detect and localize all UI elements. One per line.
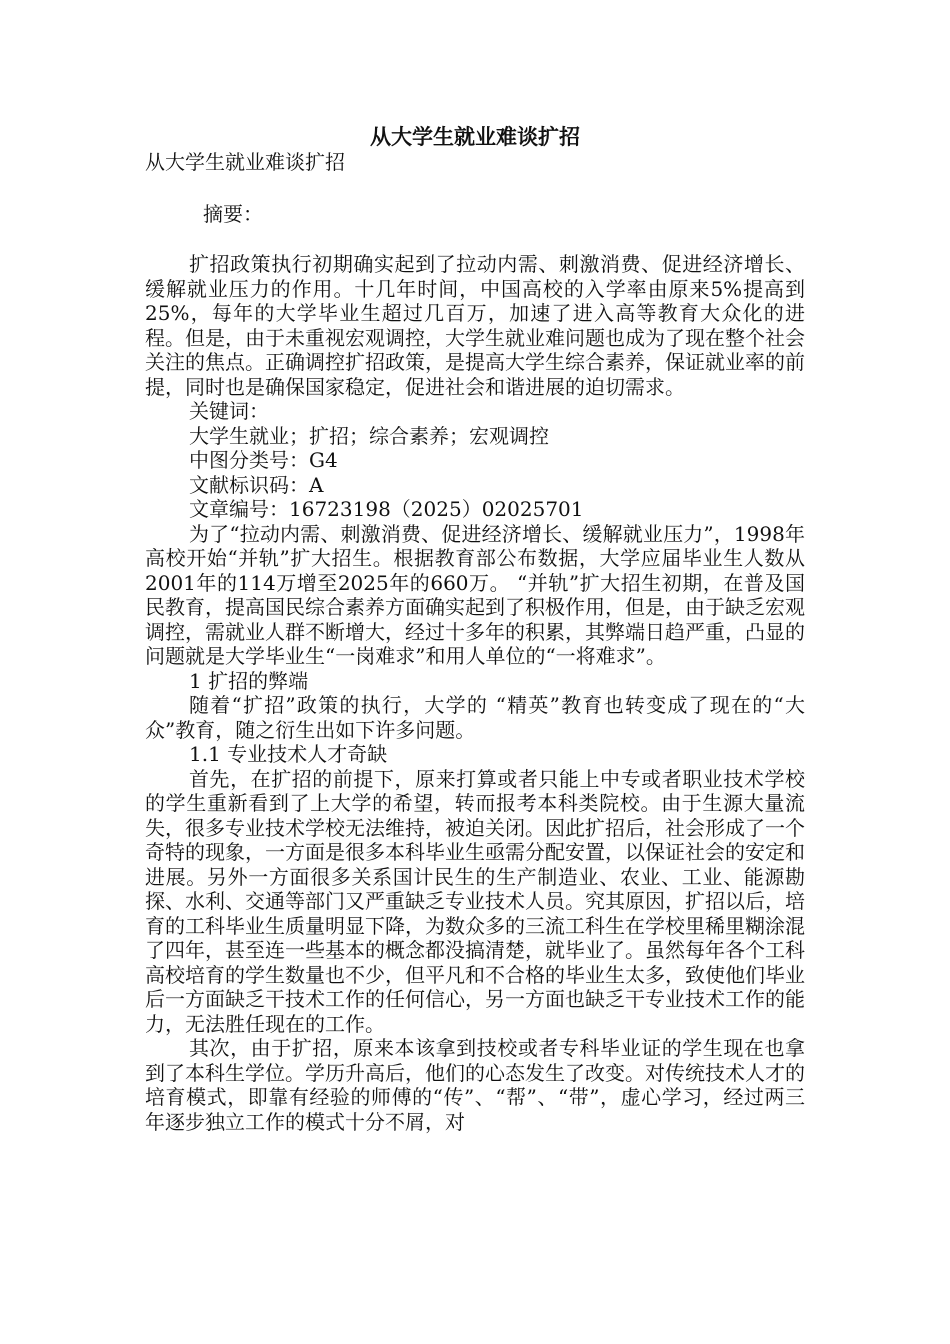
section-heading: 1 扩招的弊端 [189, 668, 309, 693]
body-paragraph-1: 首先，在扩招的前提下，原来打算或者只能上中专或者职业技术学校的学生重新看到了上大学的希望，转而报考本科类院校。由于生源大量流失，很多专业技术学校无法维持，被迫关闭。因此扩招后，社会形成了一个奇特的现象，一方面是很多本科毕业生亟需分配安置，以保证社会的安定和进展。另外一方面很多关系国计民生的生产制造业、农业、工业、能源勘探、水利、交通等部门又严重缺乏专业技术人员。究其原因，扩招以后，培育的工科毕业生质量明显下降，为数众多的三流工科生在学校里稀里糊涂混了四年，甚至连一些基本的概念都没搞清楚，就毕业了。虽然每年各个工科高校培育的学生数量也不少，但平凡和不合格的毕业生太多，致使他们毕业后一方面缺乏干技术工作的任何信心，另一方面也缺乏干专业技术工作的能力，无法胜任现在的工作。 [145, 766, 805, 1036]
classification-number: 中图分类号：G4 [189, 448, 338, 472]
keywords-text: 大学生就业；扩招；综合素养；宏观调控 [189, 423, 549, 448]
intro-paragraph: 为了“拉动内需、刺激消费、促进经济增长、缓解就业压力”，1998年高校开始“并轨”扩大招生。根据教育部公布数据，大学应届毕业生人数从2001年的114万增至2025年的660万。 “并轨”扩大招生初期，在普及国民教育，提高国民综合素养方面确实起到了积极作用，但是，由于缺乏宏观调控，需就业人群不断增大，经过十多年的积累，其弊端日趋严重，凸显的问题就是大学毕业生“一岗难求”和用人单位的“一将难求”。 [145, 521, 805, 668]
document-subtitle: 从大学生就业难谈扩招 [145, 150, 345, 174]
section-paragraph: 随着“扩招”政策的执行，大学的 “精英”教育也转变成了现在的“大众”教育，随之衍生出如下许多问题。 [145, 693, 805, 742]
document-code: 文献标识码：A [189, 472, 324, 497]
subsection-heading: 1.1 专业技术人才奇缺 [189, 742, 388, 766]
body-paragraph-2: 其次，由于扩招，原来本该拿到技校或者专科毕业证的学生现在也拿到了本科生学位。学历升高后，他们的心态发生了改变。对传统技术人才的培育模式，即靠有经验的师傅的“传”、“帮”、“带”，虚心学习，经过两三年逐步独立工作的模式十分不屑，对 [145, 1036, 805, 1134]
document-body [145, 150, 805, 1134]
keywords-label: 关键词： [189, 399, 269, 423]
abstract-label: 摘要： [203, 201, 263, 226]
abstract-paragraph: 扩招政策执行初期确实起到了拉动内需、刺激消费、促进经济增长、缓解就业压力的作用。十几年时间，中国高校的入学率由原来5%提高到25%，每年的大学毕业生超过几百万，加速了进入高等教育大众化的进程。但是，由于未重视宏观调控，大学生就业难问题也成为了现在整个社会关注的焦点。正确调控扩招政策，是提高大学生综合素养，保证就业率的前提，同时也是确保国家稳定，促进社会和谐进展的迫切需求。 [145, 252, 805, 399]
document-title: 从大学生就业难谈扩招 [370, 124, 580, 149]
article-number: 文章编号：16723198（2025）02025701 [189, 497, 584, 521]
